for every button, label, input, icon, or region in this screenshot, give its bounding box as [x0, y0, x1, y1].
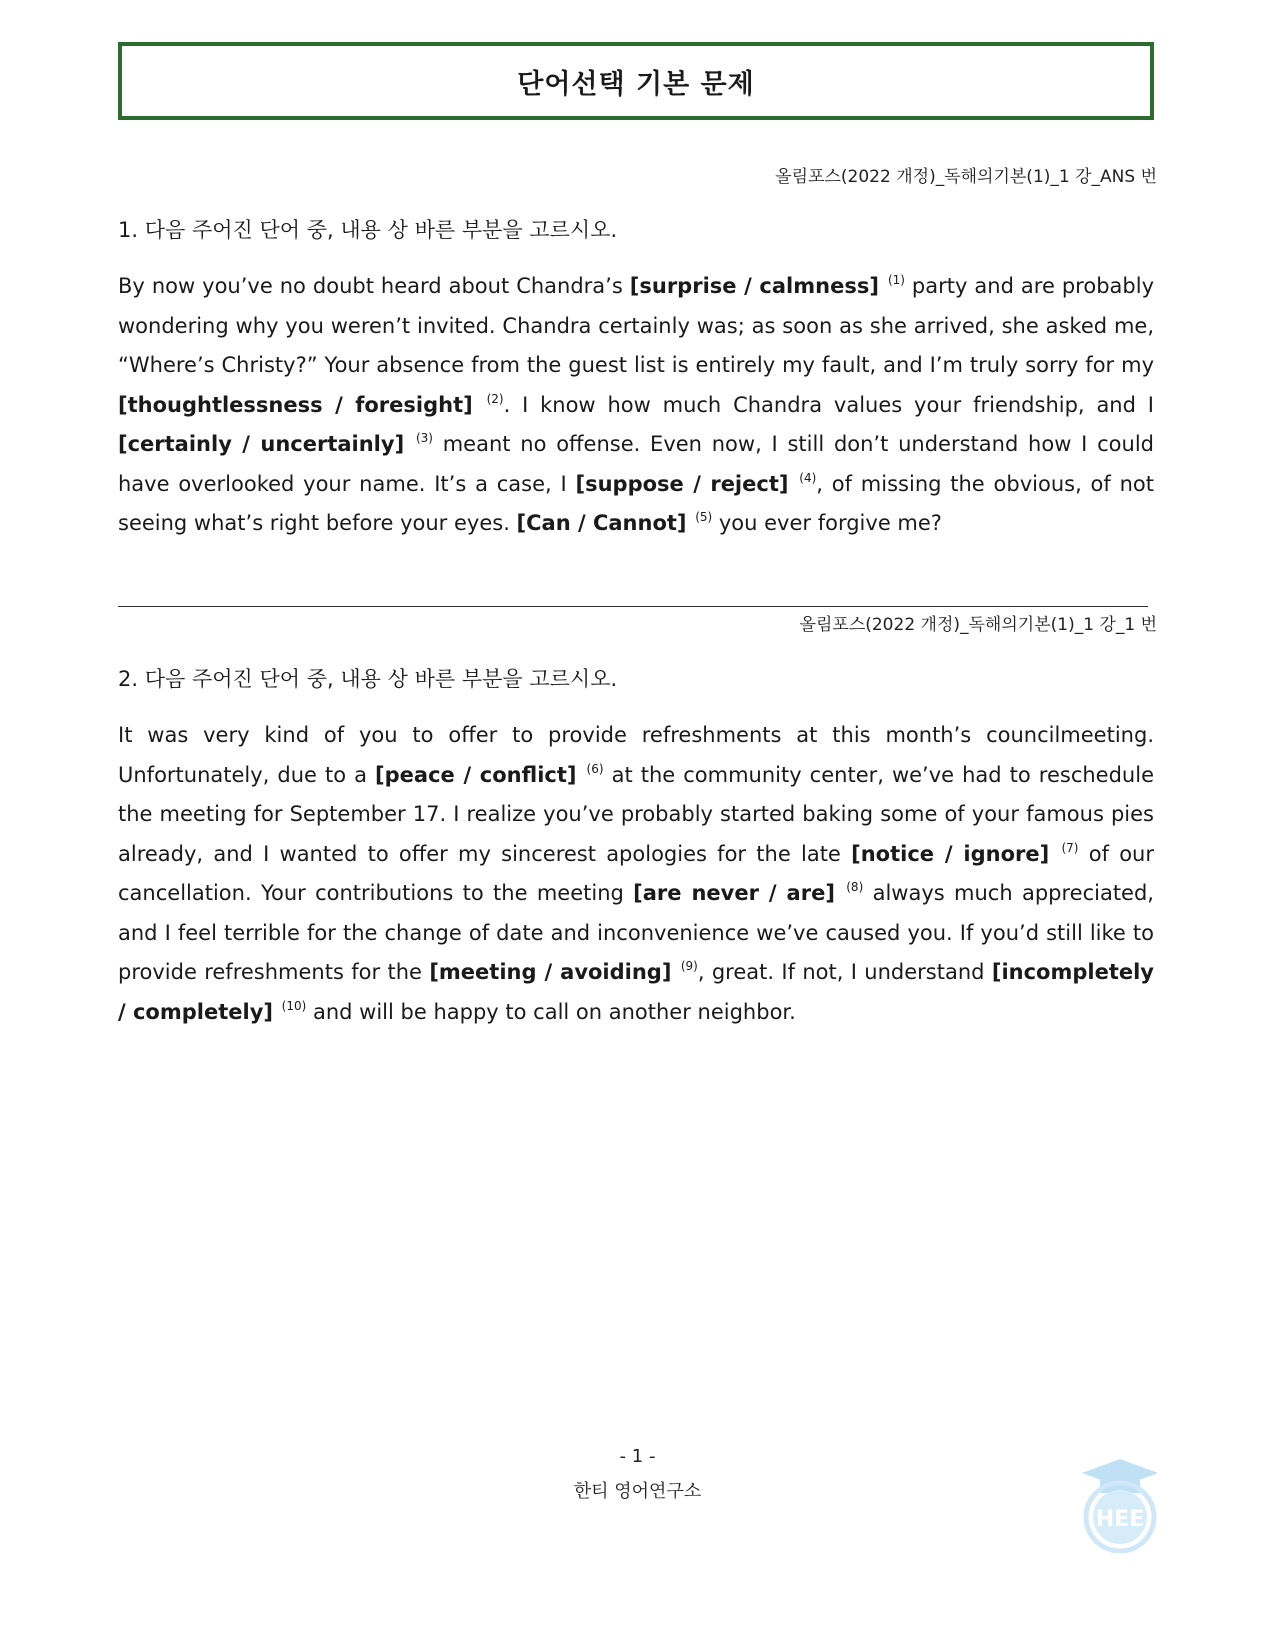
- q1-passage: [118, 267, 1154, 544]
- word-choice: [thoughtlessness / foresight]: [118, 392, 473, 417]
- page-title: 단어선택 기본 문제: [517, 68, 755, 100]
- hee-logo: [1078, 1455, 1162, 1553]
- q1-prompt: 1. 다음 주어진 단어 중, 내용 상 바른 부분을 고르시오.: [118, 218, 618, 242]
- blank-number: (3): [415, 431, 433, 445]
- passage-text: , of missing the obvious, of not seeing what’s right before your eyes.: [118, 471, 1154, 535]
- word-choice: [Can / Cannot]: [516, 511, 687, 535]
- passage-text: you ever forgive me?: [712, 511, 942, 535]
- passage-text: of our cancellation. Your contributions to the meeting: [118, 841, 1154, 905]
- q2-prompt: 2. 다음 주어진 단어 중, 내용 상 바른 부분을 고르시오.: [118, 667, 618, 691]
- passage-text: [404, 432, 414, 456]
- passage-text: at the community center, we’ve had to reschedule the meeting for September 17. I realize you’ve probably started baking some of your famous pies already, and I wanted to offer my sincerest apologies for the late: [118, 762, 1154, 866]
- passage-text: [687, 511, 694, 535]
- word-choice: [notice / ignore]: [851, 841, 1050, 866]
- word-choice: [are never / are]: [633, 881, 835, 905]
- word-choice: [meeting / avoiding]: [429, 960, 672, 984]
- passage-text: [273, 1000, 280, 1024]
- blank-number: (5): [695, 510, 713, 524]
- passage-text: [1049, 842, 1059, 866]
- word-choice: [peace / conflict]: [375, 762, 577, 787]
- title-box: [118, 42, 1154, 120]
- passage-text: It was very kind of you to offer to provide refreshments at this month’s councilmeeting. Unfortunately, due to a: [118, 723, 1154, 787]
- blank-number: (6): [586, 761, 604, 776]
- word-choice: [suppose / reject]: [575, 471, 789, 496]
- word-choice: [incompletely / completely]: [118, 960, 1154, 1024]
- blank-number: (7): [1061, 840, 1079, 855]
- blank-number: (1): [887, 273, 905, 287]
- logo-text: HEE: [1095, 1507, 1145, 1532]
- footer-org: 한티 영어연구소: [573, 1481, 702, 1502]
- blank-number: (8): [846, 880, 864, 894]
- passage-text: , great. If not, I understand: [697, 960, 992, 984]
- blank-number: (4): [799, 470, 817, 485]
- passage-text: [879, 274, 886, 298]
- blank-number: (2): [486, 391, 504, 406]
- word-choice: [certainly / uncertainly]: [118, 432, 405, 456]
- passage-text: and will be happy to call on another neighbor.: [306, 999, 796, 1024]
- passage-text: party and are probably wondering why you weren’t invited. Chandra certainly was; as soon as she arrived, she asked me, “Where’s Christy?” Your absence from the guest list is entirely my fault, and I’m truly sorry for my: [118, 274, 1154, 377]
- passage-text: By now you’ve no doubt heard about Chandra’s: [118, 274, 630, 298]
- q2-passage: [118, 716, 1154, 1032]
- q2-source: 올림포스(2022 개정)_독해의기본(1)_1 강_1 번: [799, 615, 1157, 635]
- q1-source: 올림포스(2022 개정)_독해의기본(1)_1 강_ANS 번: [775, 167, 1157, 187]
- blank-number: (10): [281, 998, 307, 1013]
- passage-text: [788, 472, 797, 496]
- page-number: - 1 -: [619, 1446, 656, 1467]
- passage-text: [671, 960, 678, 984]
- blank-number: (9): [680, 959, 698, 973]
- word-choice: [surprise / calmness]: [629, 274, 879, 298]
- passage-text: always much appreciated, and I feel terrible for the change of date and inconvenience we’ve caused you. If you’d still like to provide refreshments for the: [118, 881, 1154, 984]
- section-divider: [118, 606, 1148, 607]
- passage-text: meant no offense. Even now, I still don’t understand how I could have overlooked your name. It’s a case, I: [118, 432, 1154, 496]
- passage-text: [576, 763, 584, 787]
- passage-text: . I know how much Chandra values your friendship, and I: [503, 392, 1154, 417]
- passage-text: [473, 393, 485, 417]
- passage-text: [835, 881, 844, 905]
